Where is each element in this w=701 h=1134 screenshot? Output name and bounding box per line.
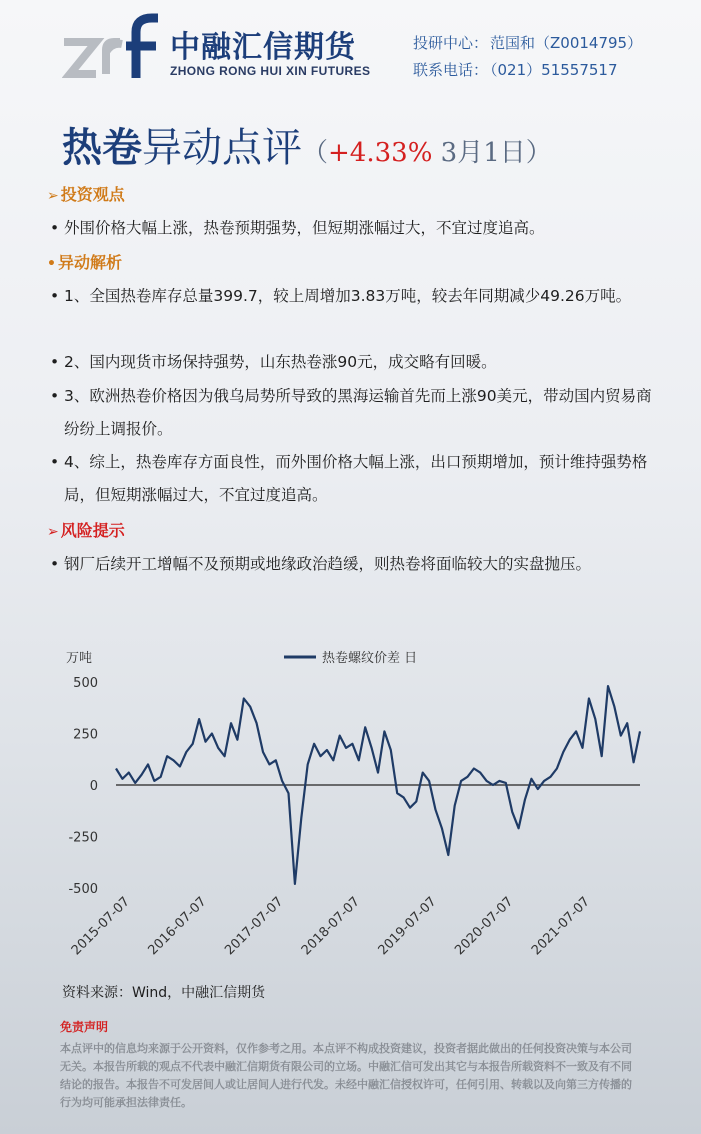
chart-svg [54,640,654,970]
section-title: 投资观点 [60,185,125,204]
section-risk [47,518,125,541]
list-item: • 钢厂后续开工增幅不及预期或地缘政治趋缓，则热卷将面临较大的实盘抛压。 [50,548,660,581]
y-tick-label: 500 [73,676,98,691]
company-logo-icon [62,12,158,80]
x-tick-label: 2016-07-07 [145,894,210,959]
contact-phone [413,59,618,80]
bullet-icon: • [50,287,60,305]
bullet-icon: • [50,219,60,237]
title-product: 热卷 [62,124,142,171]
x-tick-label: 2019-07-07 [375,894,440,959]
page-title [62,116,552,173]
contact-research-label: 投研中心： [413,34,489,52]
y-axis-unit: 万吨 [66,651,93,666]
contact-research-value: 范国和（Z0014795） [490,34,643,52]
legend-label: 热卷螺纹价差 日 [322,651,418,666]
arrow-icon: ➢ [47,524,59,540]
list-item: • 1、全国热卷库存总量399.7，较上周增加3.83万吨，较去年同期减少49.26万吨。 [50,280,660,313]
y-tick-label: 0 [89,779,98,794]
arrow-icon: ➢ [47,188,59,204]
y-tick-label: -500 [68,882,98,897]
list-item: • 外围价格大幅上涨，热卷预期强势，但短期涨幅过大，不宜过度追高。 [50,212,660,245]
title-percent-change: +4.33% [328,138,433,168]
x-tick-label: 2017-07-07 [222,894,287,959]
company-name-en: ZHONG RONG HUI XIN FUTURES [170,64,371,78]
bullet-icon: • [50,353,60,371]
list-item: • 3、欧洲热卷价格因为俄乌局势所导致的黑海运输首先而上涨90美元，带动国内贸易商纷纷上调报价。 [50,380,660,446]
section-title: 风险提示 [60,521,125,540]
bullet-icon: • [50,555,60,573]
x-tick-label: 2018-07-07 [298,894,363,959]
bullet-icon: • [50,387,60,405]
title-paren: （ [302,138,329,168]
y-tick-label: -250 [68,830,98,846]
title-date: 3月1日） [432,138,552,168]
x-tick-label: 2015-07-07 [68,894,133,959]
x-tick-label: 2020-07-07 [452,894,517,959]
section-title: 异动解析 [57,253,122,272]
contact-research-center [413,32,642,53]
spread-chart [54,640,654,970]
disclaimer-title: 免责声明 [60,1020,109,1034]
x-tick-label: 2021-07-07 [528,894,593,959]
section-analysis [47,250,122,273]
y-tick-label: 250 [73,727,98,743]
company-name-cn: 中融汇信期货 [170,30,356,65]
contact-phone-label: 联系电话： [413,61,489,79]
disclaimer-text: 本点评中的信息均来源于公开资料，仅作参考之用。本点评不构成投资建议，投资者据此做出的任何投资决策与本公司无关。本报告所载的观点不代表中融汇信期货有限公司的立场。中融汇信可发出其它与本报告所载资料不一致及有不同结论的报告。本报告不可发居间人或让居间人进行代发。未经中融汇信授权许可，任何引用、转载以及向第三方传播的行为均可能承担法律责任。 [60,1042,632,1109]
bullet-icon: • [50,453,60,471]
section-investment-view [47,182,125,205]
data-source: 资料来源：Wind，中融汇信期货 [62,985,266,1001]
list-item: • 4、综上，热卷库存方面良性，而外围价格大幅上涨，出口预期增加，预计维持强势格局，但短期涨幅过大，不宜过度追高。 [50,446,660,512]
bullet-icon: • [47,256,56,272]
title-topic: 异动点评 [142,125,302,171]
list-item: • 2、国内现货市场保持强势，山东热卷涨90元，成交略有回暖。 [50,346,660,379]
contact-phone-value: （021）51557517 [490,61,618,79]
